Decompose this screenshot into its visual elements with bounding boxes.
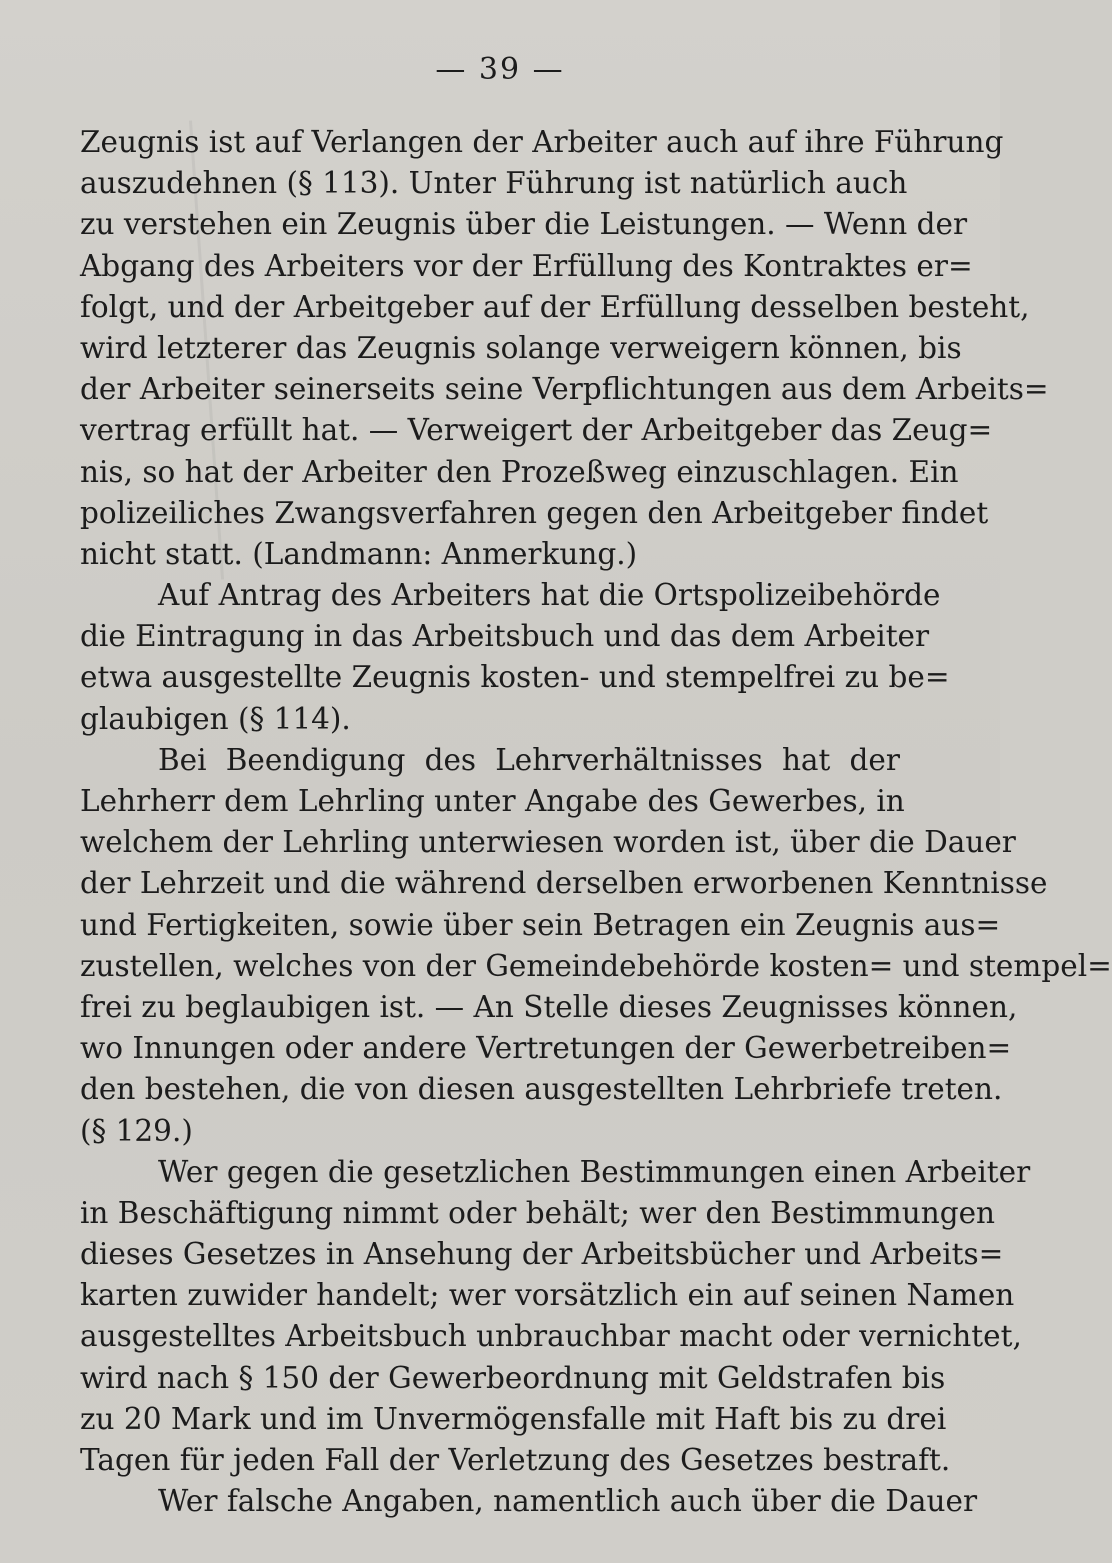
text-line: dieses Gesetzes in Ansehung der Arbeitsbücher und Arbeits= — [80, 1237, 1004, 1272]
text-line: polizeiliches Zwangsverfahren gegen den Arbeitgeber findet — [80, 495, 989, 530]
text-line: ausgestelltes Arbeitsbuch unbrauchbar macht oder vernichtet, — [80, 1319, 1022, 1354]
body-text — [80, 122, 1112, 1522]
text-line: glaubigen (§ 114). — [80, 701, 351, 736]
text-line: welchem der Lehrling unterwiesen worden ist, über die Dauer — [80, 825, 1016, 860]
text-line: der Lehrzeit und die während derselben erworbenen Kenntnisse — [80, 866, 1048, 901]
text-line: der Arbeiter seinerseits seine Verpflichtungen aus dem Arbeits= — [80, 372, 1049, 407]
text-line: auszudehnen (§ 113). Unter Führung ist natürlich auch — [80, 166, 908, 201]
text-line: Auf Antrag des Arbeiters hat die Ortspolizeibehörde — [158, 578, 941, 613]
text-line: Tagen für jeden Fall der Verletzung des Gesetzes bestraft. — [80, 1443, 951, 1477]
text-line: wird nach § 150 der Gewerbeordnung mit Geldstrafen bis — [80, 1360, 946, 1395]
text-line: nicht statt. (Landmann: Anmerkung.) — [80, 536, 638, 571]
text-line: den bestehen, die von diesen ausgestellten Lehrbriefe treten. — [80, 1072, 1003, 1107]
text-line: (§ 129.) — [80, 1113, 193, 1148]
text-line: frei zu beglaubigen ist. — An Stelle dieses Zeugnisses können, — [80, 989, 1018, 1024]
text-line: wird letzterer das Zeugnis solange verweigern können, bis — [80, 330, 962, 365]
text-line: folgt, und der Arbeitgeber auf der Erfüllung desselben besteht, — [80, 289, 1030, 324]
page-number: — 39 — — [435, 52, 565, 87]
text-line: wo Innungen oder andere Vertretungen der Gewerbetreiben= — [80, 1031, 1012, 1066]
text-line: Lehrherr dem Lehrling unter Angabe des Gewerbes, in — [80, 784, 905, 818]
text-line: karten zuwider handelt; wer vorsätzlich ein auf seinen Namen — [80, 1278, 1015, 1313]
text-line: Abgang des Arbeiters vor der Erfüllung des Kontraktes er= — [80, 248, 973, 283]
text-line: die Eintragung in das Arbeitsbuch und das dem Arbeiter — [80, 619, 930, 654]
text-line: Zeugnis ist auf Verlangen der Arbeiter auch auf ihre Führung — [80, 125, 1004, 159]
text-line: und Fertigkeiten, sowie über sein Betragen ein Zeugnis aus= — [80, 907, 1001, 942]
text-line: zustellen, welches von der Gemeindebehörde kosten= und stempel= — [80, 948, 1112, 983]
text-line: Bei Beendigung des Lehrverhältnisses hat der — [158, 742, 900, 777]
text-line: zu verstehen ein Zeugnis über die Leistungen. — Wenn der — [80, 207, 968, 242]
text-line: in Beschäftigung nimmt oder behält; wer den Bestimmungen — [80, 1195, 996, 1230]
text-line: vertrag erfüllt hat. — Verweigert der Arbeitgeber das Zeug= — [80, 413, 993, 448]
text-line: etwa ausgestellte Zeugnis kosten- und stempelfrei zu be= — [80, 660, 950, 695]
text-line: Wer gegen die gesetzlichen Bestimmungen einen Arbeiter — [158, 1154, 1031, 1189]
text-line: nis, so hat der Arbeiter den Prozeßweg einzuschlagen. Ein — [80, 454, 959, 489]
text-line: Wer falsche Angaben, namentlich auch über die Dauer — [158, 1484, 978, 1519]
text-line: zu 20 Mark und im Unvermögensfalle mit Haft bis zu drei — [80, 1401, 947, 1436]
